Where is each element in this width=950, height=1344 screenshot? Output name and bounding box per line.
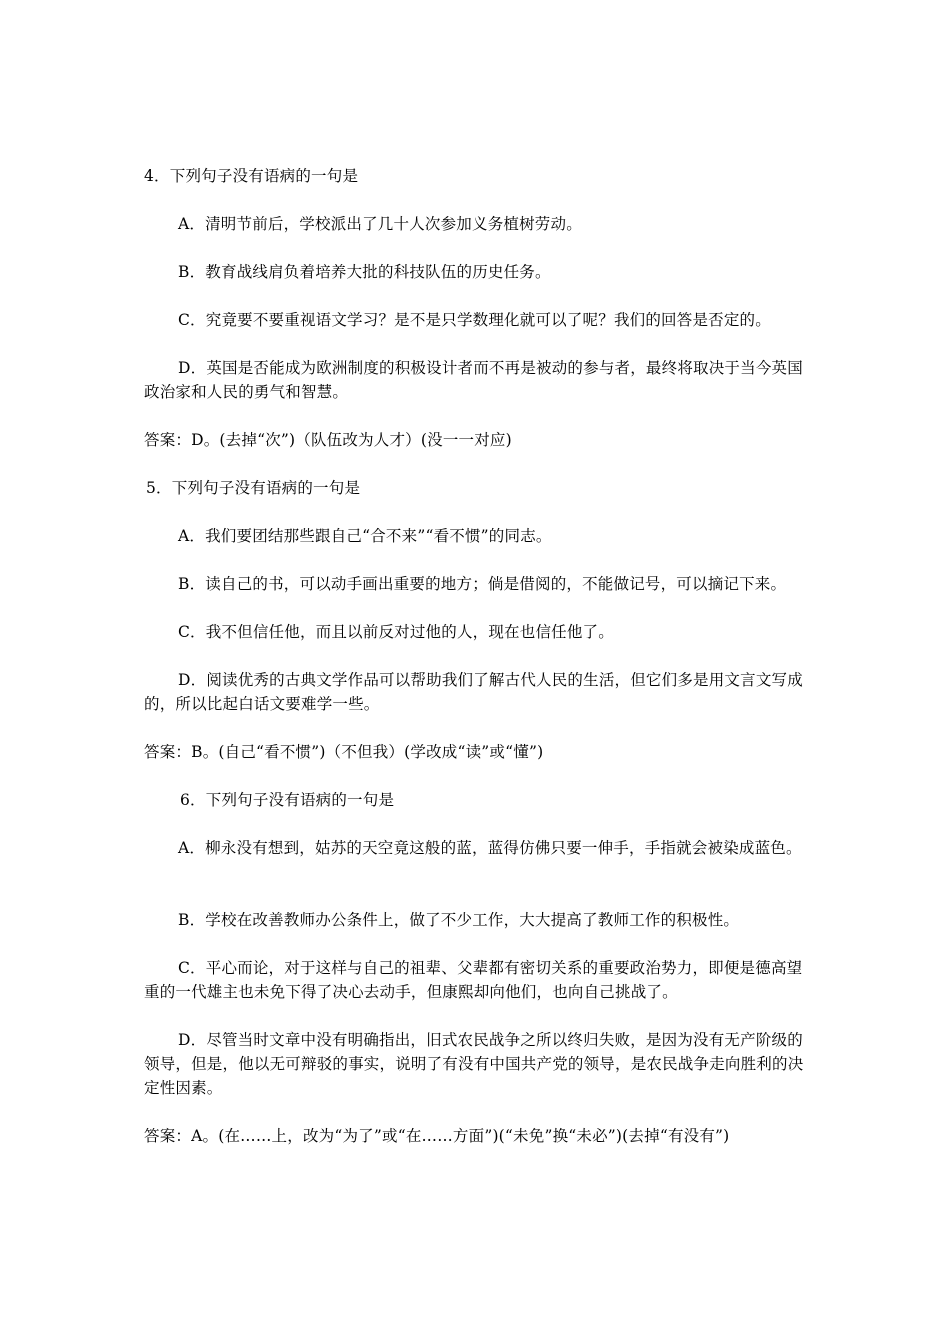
question-6-option-a: A．柳永没有想到，姑苏的天空竟这般的蓝，蓝得仿佛只要一伸手，手指就会被染成蓝色。 [178, 839, 802, 857]
question-5-option-c: C．我不但信任他，而且以前反对过他的人，现在也信任他了。 [178, 623, 614, 641]
question-5-answer: 答案：B。(自己“看不惯”)（不但我）(学改成“读”或“懂”) [144, 743, 544, 761]
question-6-option-d: D．尽管当时文章中没有明确指出，旧式农民战争之所以终归失败，是因为没有无产阶级的领导，但是，他以无可辩驳的事实，说明了有没有中国共产党的领导，是农民战争走向胜利的决定性因素。 [144, 1031, 804, 1097]
question-6-stem: 6．下列句子没有语病的一句是 [180, 791, 395, 809]
question-5-option-d: D．阅读优秀的古典文学作品可以帮助我们了解古代人民的生活，但它们多是用文言文写成的，所以比起白话文要难学一些。 [144, 671, 803, 713]
question-4-option-b: B．教育战线肩负着培养大批的科技队伍的历史任务。 [178, 263, 551, 281]
question-6-option-c: C．平心而论，对于这样与自己的祖辈、父辈都有密切关系的重要政治势力，即便是德高望重的一代雄主也未免下得了决心去动手，但康熙却向他们，也向自己挑战了。 [144, 959, 803, 1001]
question-4-option-a: A．清明节前后，学校派出了几十人次参加义务植树劳动。 [178, 215, 582, 233]
question-4-stem: 4．下列句子没有语病的一句是 [144, 167, 359, 185]
question-6-option-b: B．学校在改善教师办公条件上，做了不少工作，大大提高了教师工作的积极性。 [178, 911, 740, 929]
question-4-option-d: D．英国是否能成为欧洲制度的积极设计者而不再是被动的参与者，最终将取决于当今英国政治家和人民的勇气和智慧。 [144, 359, 803, 401]
question-4-answer: 答案：D。(去掉“次”)（队伍改为人才）(没一一对应) [144, 431, 512, 449]
question-4-option-c: C．究竟要不要重视语文学习？是不是只学数理化就可以了呢？我们的回答是否定的。 [178, 311, 771, 329]
question-5-option-a: A．我们要团结那些跟自己“合不来”“看不惯”的同志。 [178, 527, 552, 545]
question-6-answer: 答案：A。(在……上，改为“为了”或“在……方面”)(“未免”换“未必”)(去掉“有没有”) [144, 1127, 730, 1145]
question-5-stem: 5．下列句子没有语病的一句是 [146, 479, 361, 497]
question-5-option-b: B．读自己的书，可以动手画出重要的地方；倘是借阅的，不能做记号，可以摘记下来。 [178, 575, 787, 593]
